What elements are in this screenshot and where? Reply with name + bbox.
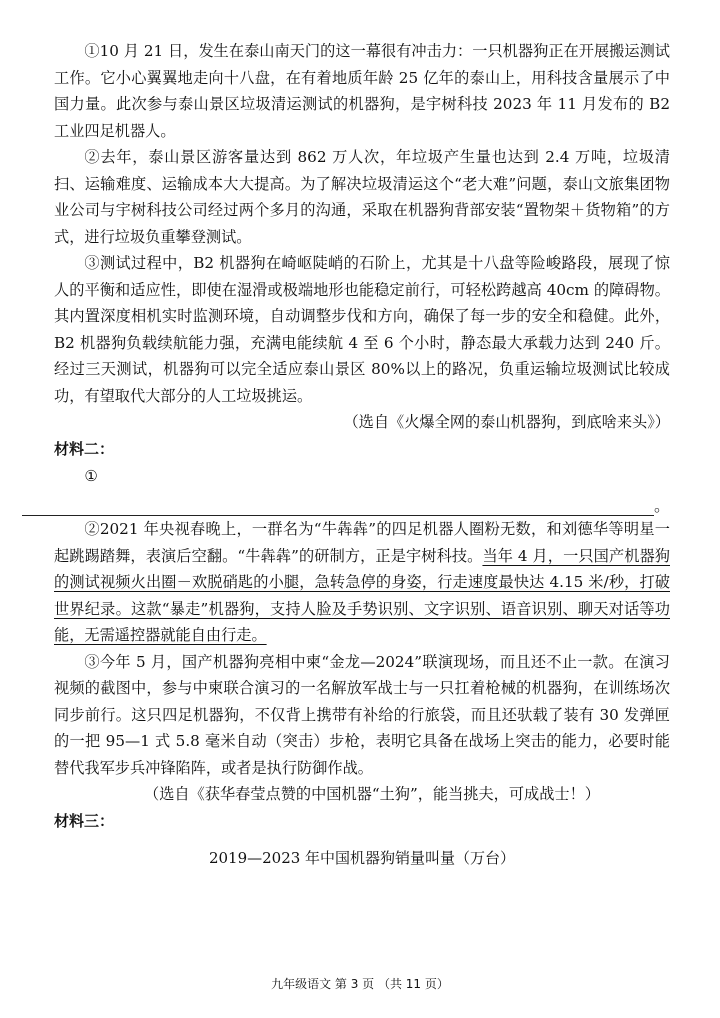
answer-blank-line[interactable] <box>54 489 670 516</box>
blank-underline <box>22 501 654 516</box>
material1-paragraph-3: ③测试过程中，B2 机器狗在崎岖陡峭的石阶上，尤其是十八盘等险峻路段，展现了惊人的平衡和适应性，即使在湿滑或极端地形也能稳定前行，可轻松跨越高 40cm 的障碍物。其内置深度相机实时监测环境，自动调整步伐和方向，确保了每一步的安全和稳健。此外，B2 机器狗负载续航能力强，充满电能续航 4 至 6 个小时，静态最大承载力达到 240 斤。经过三天测试，机器狗可以完全适应泰山景区 80%以上的路况，负重运输垃圾测试比较成功，有望取代大部分的人工垃圾挑运。 <box>54 254 670 405</box>
page-footer: 九年级语文 第 3 页 （共 11 页） <box>271 977 449 991</box>
material3-heading: 材料三： <box>54 811 115 830</box>
material2-paragraph-2-text: ②2021 年央视春晚上，一群名为“牛犇犇”的四足机器人圈粉无数，和刘德华等明星一起跳踢踏舞，表演后空翻。“牛犇犇”的研制方，正是宇树科技。 <box>54 520 670 565</box>
material2-heading: 材料二： <box>54 439 115 458</box>
chart-title: 2019—2023 年中国机器狗销量叫量（万台） <box>208 848 516 867</box>
material2-source: （选自《获华春莹点赞的中国机器“土狗”，能当挑夫，可成战士！） <box>144 785 600 803</box>
blank-end-mark: 。 <box>653 496 670 515</box>
material1-paragraph-2: ②去年，泰山景区游客量达到 862 万人次，年垃圾产生量也达到 2.4 万吨，垃圾清扫、运输难度、运输成本大大提高。为了解决垃圾清运这个“老大难”问题，泰山文旅集团物业公司与宇树科技公司经过两个多月的沟通，采取在机器狗背部安装“置物架＋货物箱”的方式，进行垃圾负重攀登测试。 <box>54 148 670 246</box>
underlined-sentence: 当年 4 月，一只国产机器狗的测试视频火出圈－欢脱硝匙的小腿，急转急停的身姿，行走速度最快达 4.15 米/秒，打破世界纪录。这款“暴走”机器狗，支持人脸及手势识别、文字识别、语音识别、聊天对话等功能，无需遥控器就能自由行走。 <box>54 546 670 644</box>
material1-source: （选自《火爆全网的泰山机器狗，到底啥来头》） <box>343 413 670 431</box>
material2-paragraph-2 <box>54 516 670 649</box>
material2-blank-marker: ① <box>84 466 99 485</box>
material1-paragraph-1: ①10 月 21 日，发生在泰山南天门的这一幕很有冲击力：一只机器狗正在开展搬运测试工作。它小心翼翼地走向十八盘，在有着地质年龄 25 亿年的泰山上，用科技含量展示了中国力量。此次参与泰山景区垃圾清运测试的机器狗，是宇树科技 2023 年 11 月发布的 B2 工业四足机器人。 <box>54 42 670 140</box>
document-page <box>54 38 670 871</box>
material2-paragraph-3: ③今年 5 月，国产机器狗亮相中柬“金龙—2024”联演现场，而且还不止一款。在演习视频的截图中，参与中柬联合演习的一名解放军战士与一只扛着枪械的机器狗，在训练场次同步前行。这只四足机器狗，不仅背上携带有补给的行旅袋，而且还驮载了装有 30 发弹匣的一把 95—1 式 5.8 毫米自动（突击）步枪，表明它具备在战场上突击的能力，必要时能替代我军步兵冲锋陷阵，或者是执行防御作战。 <box>54 652 670 777</box>
